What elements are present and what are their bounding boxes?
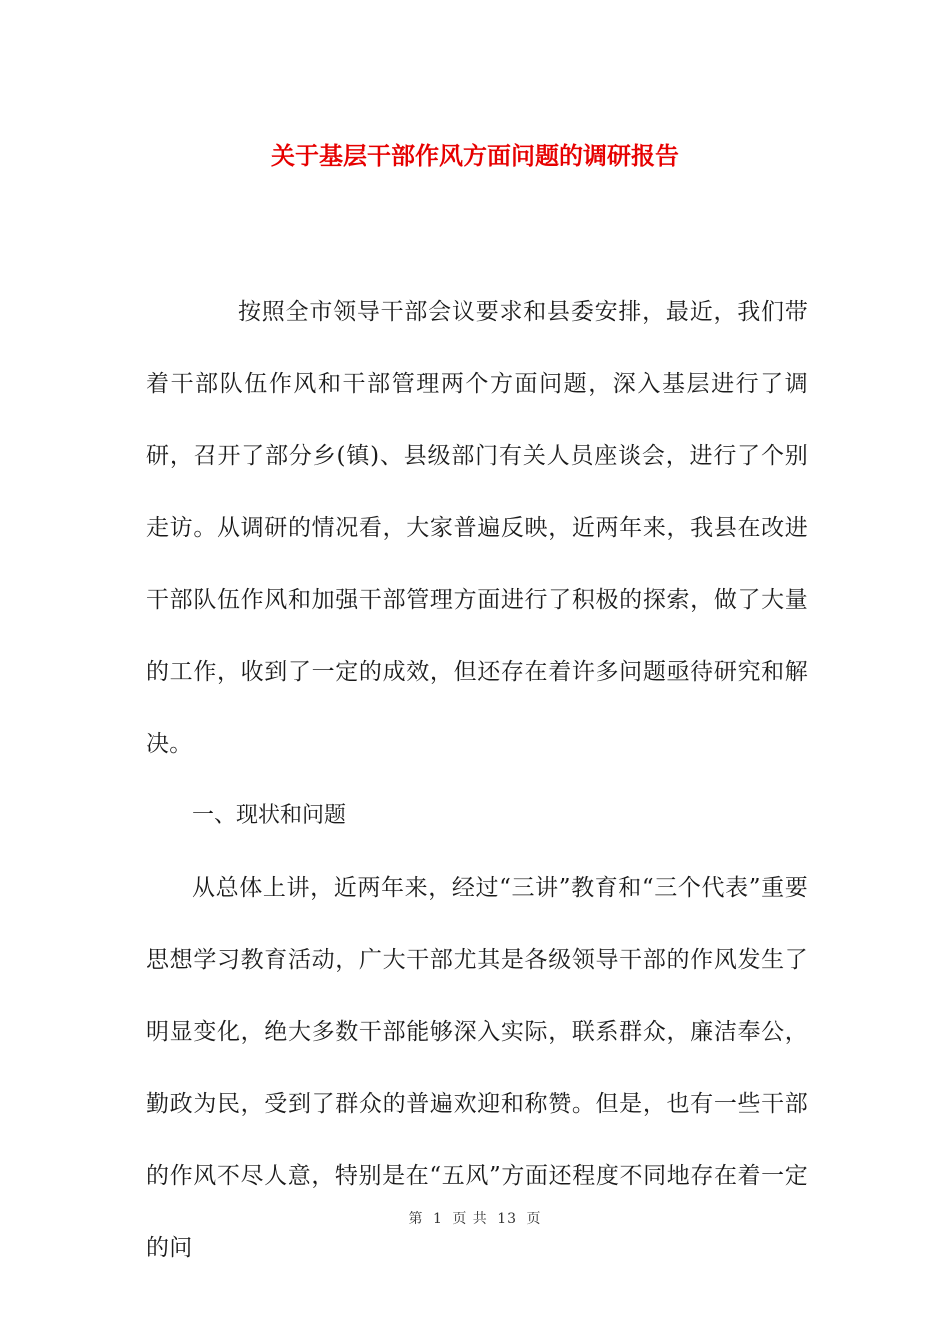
footer-current-page: 1 — [432, 1211, 443, 1227]
section-heading: 一、现状和问题 — [192, 803, 347, 828]
footer-total-pages: 13 — [497, 1211, 518, 1227]
paragraph-overview: 从总体上讲，近两年来，经过“三讲”教育和“三个代表”重要思想学习教育活动，广大干部尤其是各级领导干部的作风发生了明显变化，绝大多数干部能够深入实际，联系群众，廉洁奉公，勤政为民，受到了群众的普遍欢迎和称赞。但是，也有一些干部的作风不尽人意，特别是在“五风”方面还程度不同地存在着一定的问 — [146, 875, 808, 1261]
document-body — [146, 276, 808, 1284]
footer-prefix: 第 — [408, 1211, 424, 1227]
footer-mid: 页 共 — [452, 1211, 488, 1227]
footer-suffix: 页 — [526, 1211, 542, 1227]
page-footer — [0, 1208, 950, 1228]
document-title: 关于基层干部作风方面问题的调研报告 — [271, 141, 679, 170]
paragraph-intro: 按照全市领导干部会议要求和县委安排，最近，我们带着干部队伍作风和干部管理两个方面问题，深入基层进行了调研，召开了部分乡(镇)、县级部门有关人员座谈会，进行了个别走访。从调研的情况看，大家普遍反映，近两年来，我县在改进干部队伍作风和加强干部管理方面进行了积极的探索，做了大量的工作，收到了一定的成效，但还存在着许多问题亟待研究和解决。 — [146, 299, 808, 757]
